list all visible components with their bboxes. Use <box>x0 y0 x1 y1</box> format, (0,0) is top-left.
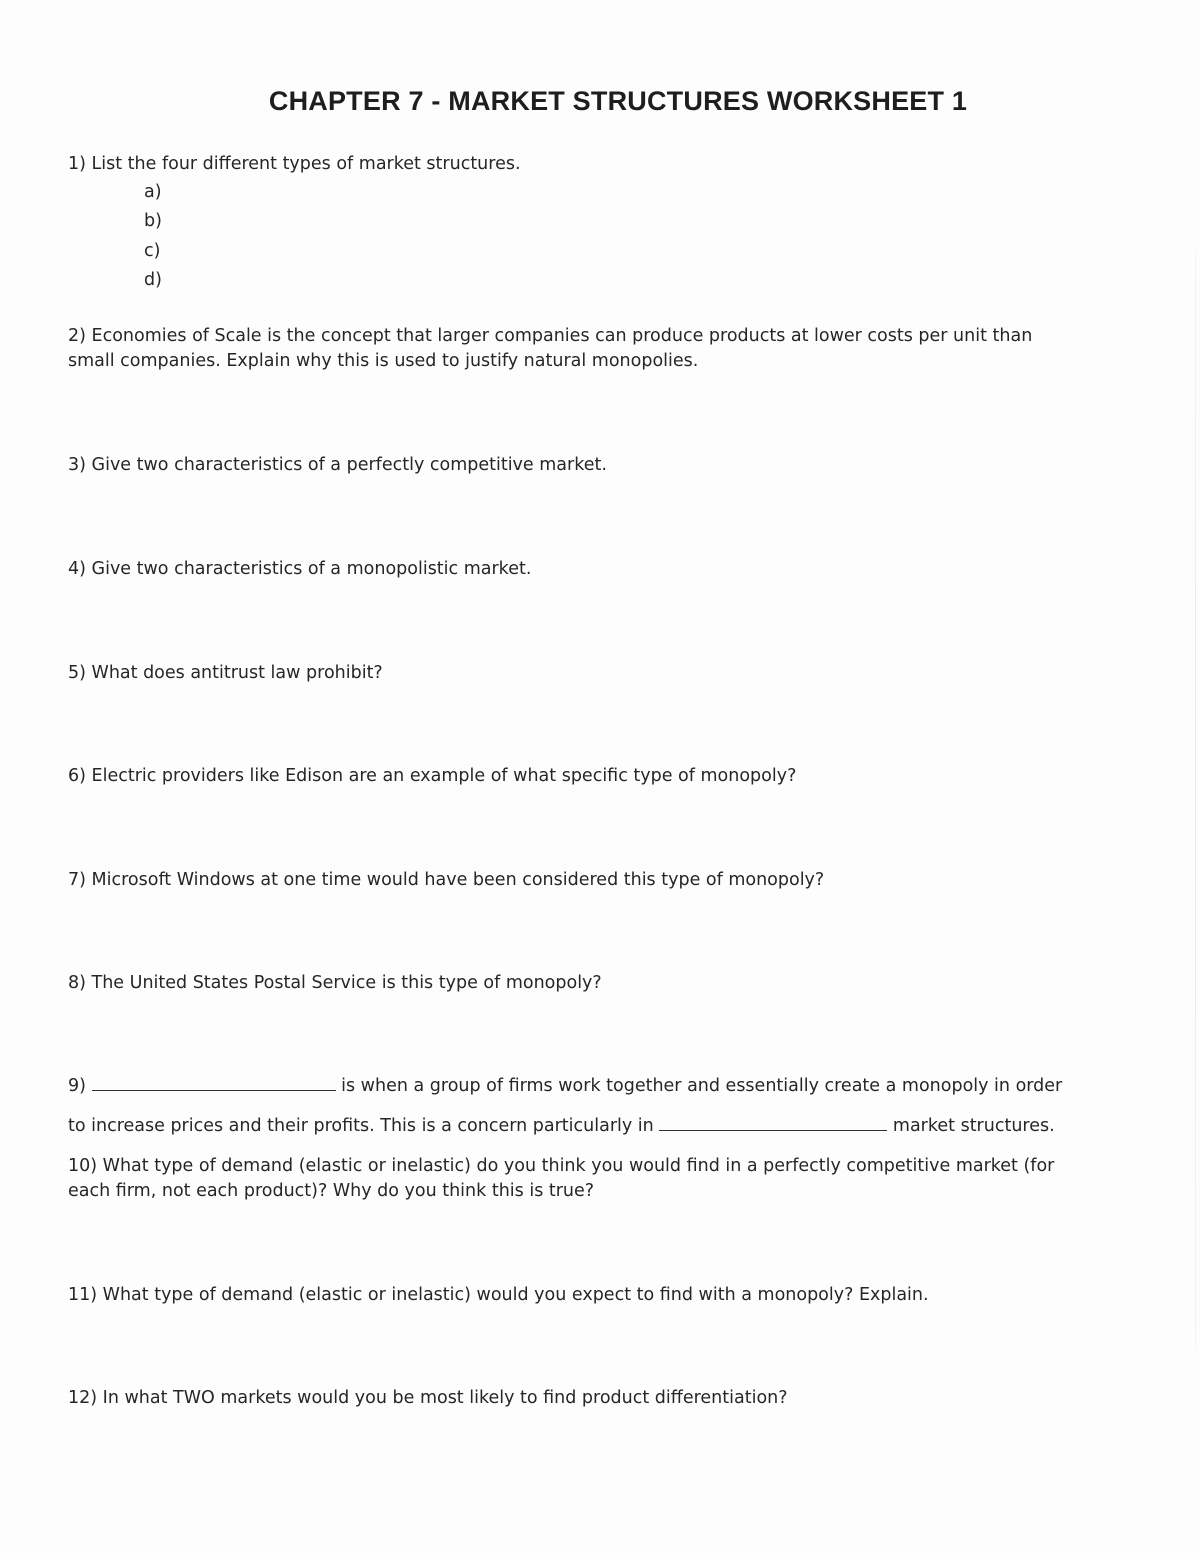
scan-edge-shadow <box>1195 250 1196 1350</box>
question-1-item-a: a) <box>144 182 162 202</box>
question-9-number: 9) <box>68 1076 86 1096</box>
question-1-item-b: b) <box>144 211 162 231</box>
question-1-item-c: c) <box>144 241 161 261</box>
question-6: 6) Electric providers like Edison are an example of what specific type of monopoly? <box>68 766 797 786</box>
question-4: 4) Give two characteristics of a monopolistic market. <box>68 559 532 579</box>
question-9-part-3: market structures. <box>892 1116 1055 1136</box>
question-2-line-2: small companies. Explain why this is used to justify natural monopolies. <box>68 351 699 371</box>
question-5: 5) What does antitrust law prohibit? <box>68 663 383 683</box>
question-9-line-2 <box>68 1114 1055 1138</box>
question-7: 7) Microsoft Windows at one time would have been considered this type of monopoly? <box>68 870 825 890</box>
worksheet-title: CHAPTER 7 - MARKET STRUCTURES WORKSHEET 1 <box>268 86 968 116</box>
answer-blank-2[interactable] <box>659 1114 887 1131</box>
question-2-line-1: 2) Economies of Scale is the concept that larger companies can produce products at lower costs per unit than <box>68 326 1033 346</box>
question-10-line-1: 10) What type of demand (elastic or inelastic) do you think you would find in a perfectly competitive market (for <box>68 1156 1055 1176</box>
question-9-part-1: is when a group of firms work together and essentially create a monopoly in order <box>341 1076 1063 1096</box>
question-8: 8) The United States Postal Service is this type of monopoly? <box>68 973 602 993</box>
question-9-line-1 <box>68 1074 1062 1098</box>
question-12: 12) In what TWO markets would you be most likely to find product differentiation? <box>68 1388 788 1408</box>
question-10-line-2: each firm, not each product)? Why do you think this is true? <box>68 1181 595 1201</box>
question-9-part-2: to increase prices and their profits. This is a concern particularly in <box>68 1116 654 1136</box>
question-1: 1) List the four different types of market structures. <box>68 154 521 174</box>
question-3: 3) Give two characteristics of a perfectly competitive market. <box>68 455 607 475</box>
answer-blank-1[interactable] <box>92 1074 336 1091</box>
question-1-item-d: d) <box>144 270 162 290</box>
question-11: 11) What type of demand (elastic or inelastic) would you expect to find with a monopoly? Explain. <box>68 1285 929 1305</box>
